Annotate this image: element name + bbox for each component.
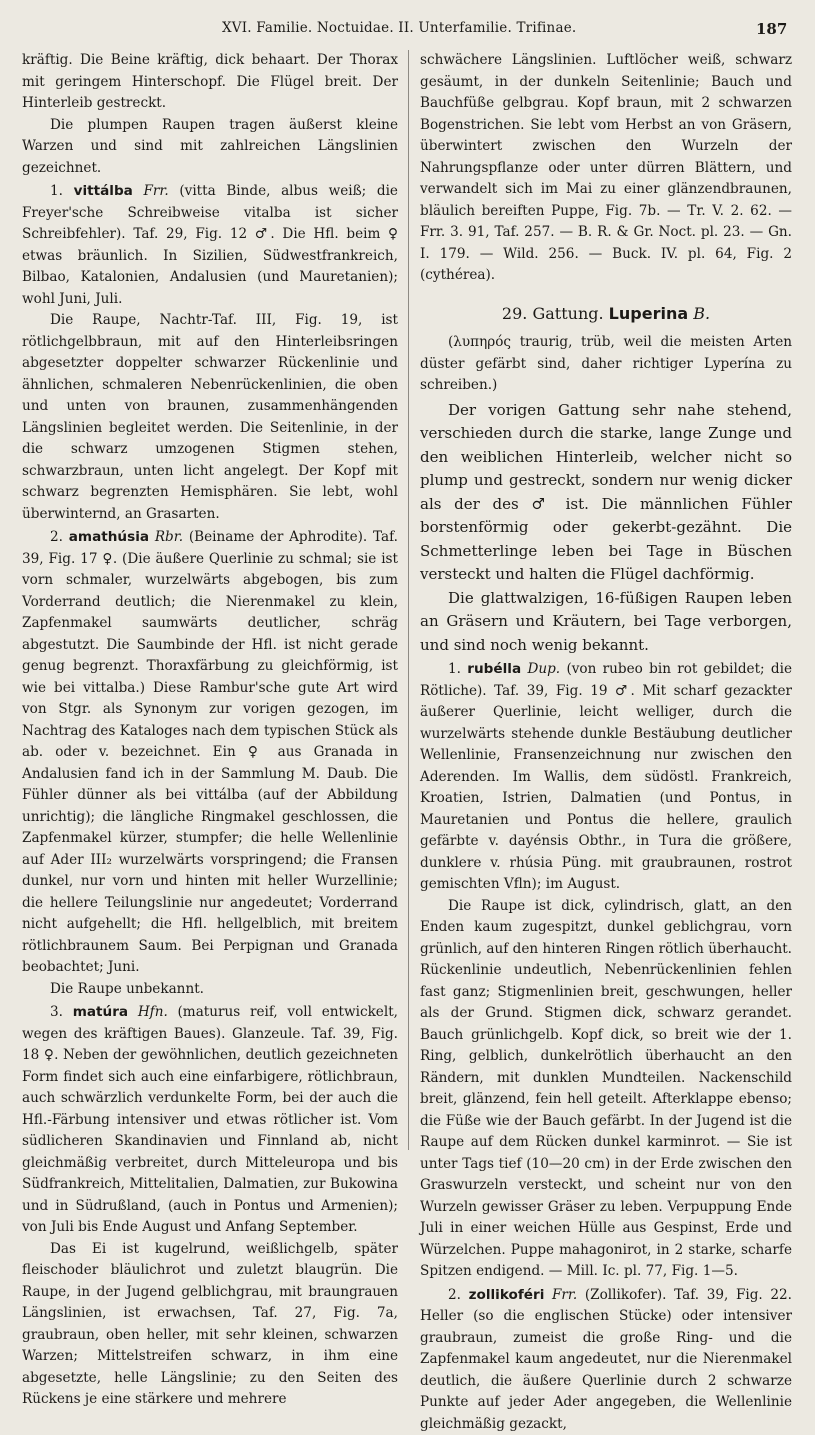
genus-number: 29. Gattung. bbox=[502, 304, 604, 323]
species-entry bbox=[420, 1285, 792, 1435]
species-name: matúra bbox=[73, 1004, 128, 1020]
species-author: Rbr. bbox=[155, 529, 183, 545]
species-author: Frr. bbox=[143, 183, 168, 199]
paragraph: Das Ei ist kugelrund, weißlichgelb, später fleischoder bläulichrot und zuletzt blaugrün. Die Raupe, in der Jugend gelblichgrau, mit braungrauen Längslinien, ist erwachsen, Taf. 27, Fig. 7a, graubraun, oben heller, mit sehr kleinen, schwarzen Warzen; Mittelstreifen schwarz, in ihm eine abgesetzte, helle Längslinie; zu den Seiten des Rückens je eine stärkere und mehrere bbox=[22, 1239, 398, 1411]
paragraph: Die Raupe ist dick, cylindrisch, glatt, an den Enden kaum zugespitzt, dunkel geblichgrau, vorn grünlich, auf den hinteren Ringen rötlich überhaucht. Rückenlinie undeutlich, Nebenrückenlinien fehlen fast ganz; Stigmenlinien breit, geschwungen, heller als der Grund. Stigmen dick, schwarz gerandet. Bauch grünlichgelb. Kopf dick, so breit wie der 1. Ring, gelblich, dunkelrötlich überhaucht an den Rändern, mit dunklen Mundteilen. Nackenschild breit, glänzend, fein hell geteilt. Afterklappe ebenso; die Füße wie der Bauch gefärbt. In der Jugend ist die Raupe auf dem Rücken dunkel karminrot. — Sie ist unter Tags tief (10—20 cm) in der Erde zwischen den Graswurzeln versteckt, und scheint nur von den Wurzeln gewisser Gräser zu leben. Verpuppung Ende Juli in einer weichen Hülle aus Gespinst, Erde und Würzelchen. Puppe mahagonirot, in 2 starke, scharfe Spitzen endigend. — Mill. Ic. pl. 77, Fig. 1—5. bbox=[420, 896, 792, 1283]
page-number: 187 bbox=[756, 20, 787, 38]
genus-name: Luperina bbox=[609, 304, 688, 323]
genus-author: B. bbox=[693, 304, 710, 323]
species-text: (vitta Binde, albus weiß; die Freyer'sche Schreibweise vitalba ist sicher Schreibfehler). Taf. 29, Fig. 12 ♂. Die Hfl. beim ♀ etwas bräunlich. In Sizilien, Südwestfrankreich, Bilbao, Katalonien, Andalusien (und Mauretanien); wohl Juni, Juli. bbox=[22, 183, 398, 307]
species-entry bbox=[22, 1002, 398, 1239]
left-column bbox=[22, 50, 398, 1190]
species-text: (von rubeo bin rot gebildet; die Rötliche). Taf. 39, Fig. 19 ♂. Mit scharf gezackter äußerer Querlinie, leicht welliger, durch die wurzelwärts stehende dunkle Bestäubung deutlicher Wellenlinie, Fransenzeichnung nur zwischen den Aderenden. Im Wallis, dem südöstl. Frankreich, Kroatien, Istrien, Dalmatien (und Pontus, in Mauretanien und Pontus die hellere, graulich gefärbte v. dayénsis Obthr., in Tura die größere, dunklere v. rhúsia Püng. mit graubraunen, rostrot gemischten Vfln); im August. bbox=[420, 661, 792, 892]
species-number: 3. bbox=[50, 1004, 63, 1020]
right-column bbox=[420, 50, 792, 1190]
genus-etymology: (λυπηρός traurig, trüb, weil die meisten Arten düster gefärbt sind, daher richtiger Lyperína zu schreiben.) bbox=[420, 332, 792, 397]
species-text: (maturus reif, voll entwickelt, wegen des kräftigen Baues). Glanzeule. Taf. 39, Fig. 18 ♀. Neben der gewöhnlichen, deutlich gezeichneten Form findet sich auch eine einfarbigere, rötlichbraun, auch schwärzlich verdunkelte Form, bei der auch die Hfl.-Färbung intensiver und etwas rötlicher ist. Vom südlicheren Skandinavien und Finnland ab, nicht gleichmäßig verbreitet, durch Mitteleuropa und bis Südfrankreich, Mittelitalien, Dalmatien, zur Bukowina und in Südrußland, (auch in Pontus und Armenien); von Juli bis Ende August und Anfang September. bbox=[22, 1004, 398, 1235]
species-name: vittálba bbox=[74, 183, 133, 199]
species-text: (Zollikofer). Taf. 39, Fig. 22. Heller (so die englischen Stücke) oder intensiver graubraun, zumeist die große Ring- und die Zapfenmakel kaum angedeutet, nur die Nierenmakel deutlich, die äußere Querlinie durch 2 schwarze Punkte auf jeder Ader angegeben, die Wellenlinie gleichmäßig gezackt, bbox=[420, 1287, 792, 1432]
species-entry bbox=[22, 181, 398, 310]
column-divider bbox=[408, 50, 409, 1150]
species-name: rubélla bbox=[467, 661, 521, 677]
running-header bbox=[0, 12, 815, 48]
species-number: 2. bbox=[448, 1287, 461, 1303]
paragraph: Die Raupe unbekannt. bbox=[22, 979, 398, 1001]
species-author: Hfn. bbox=[138, 1004, 168, 1020]
header-title: XVI. Familie. Noctuidae. II. Unterfamilie. Trifinae. bbox=[222, 20, 576, 36]
genus-larva-description: Die glattwalzigen, 16-füßigen Raupen leben an Gräsern und Kräutern, bei Tage verborgen, und sind noch wenig bekannt. bbox=[420, 587, 792, 658]
paragraph: Die plumpen Raupen tragen äußerst kleine Warzen und sind mit zahlreichen Längslinien gezeichnet. bbox=[22, 115, 398, 180]
species-author: Frr. bbox=[552, 1287, 577, 1303]
species-number: 1. bbox=[448, 661, 461, 677]
species-number: 2. bbox=[50, 529, 63, 545]
species-name: zollikoféri bbox=[469, 1287, 545, 1303]
species-entry bbox=[420, 659, 792, 896]
paragraph: schwächere Längslinien. Luftlöcher weiß, schwarz gesäumt, in der dunkeln Seitenlinie; Bauch und Bauchfüße gelbgrau. Kopf braun, mit 2 schwarzen Bogenstrichen. Sie lebt vom Herbst an von Gräsern, überwintert zwischen den Wurzeln der Nahrungspflanze oder unter dürren Blättern, und verwandelt sich im Mai zu einer glänzendbraunen, bläulich bereiften Puppe, Fig. 7b. — Tr. V. 2. 62. — Frr. 3. 91, Taf. 257. — B. R. & Gr. Noct. pl. 23. — Gn. I. 179. — Wild. 256. — Buck. IV. pl. 64, Fig. 2 (cythérea). bbox=[420, 50, 792, 287]
paragraph: kräftig. Die Beine kräftig, dick behaart. Der Thorax mit geringem Hinterschopf. Die Flügel breit. Der Hinterleib gestreckt. bbox=[22, 50, 398, 115]
species-name: amathúsia bbox=[69, 529, 149, 545]
species-text: (Beiname der Aphrodite). Taf. 39, Fig. 17 ♀. (Die äußere Querlinie zu schmal; sie ist vorn schmaler, wurzelwärts abgebogen, bis zum Vorderrand deutlich; die Nierenmakel zu klein, Zapfenmakel saumwärts deutlicher, schräg abgestutzt. Die Saumbinde der Hfl. ist nicht gerade genug begrenzt. Thoraxfärbung zu gleichförmig, ist wie bei vittalba.) Diese Rambur'sche gute Art wird von Stgr. als Synonym zur vorigen gezogen, im Nachtrag des Kataloges nach dem typischen Stück als ab. oder v. bezeichnet. Ein ♀ aus Granada in Andalusien fand ich in der Sammlung M. Daub. Die Fühler dünner als bei vittálba (auf der Abbildung unrichtig); die längliche Ringmakel geschlossen, die Zapfenmakel kürzer, stumpfer; die helle Wellenlinie auf Ader III₂ wurzelwärts vorspringend; die Fransen dunkel, nur vorn und hinten mit heller Wurzellinie; die hellere Teilungslinie nur angedeutet; Vorderrand nicht aufgehellt; die Hfl. hellgelblich, mit breitem rötlichbraunem Saum. Bei Perpignan und Granada beobachtet; Juni. bbox=[22, 529, 398, 975]
paragraph: Die Raupe, Nachtr-Taf. III, Fig. 19, ist rötlichgelbbraun, mit auf den Hinterleibsringen abgesetzter doppelter schwarzer Rückenlinie und ähnlichen, schmaleren Nebenrückenlinien, die oben und unten von braunen, zusammenhängenden Längslinien begleitet werden. Die Seitenlinie, in der die schwarz umzogenen Stigmen stehen, schwarzbraun, unten licht angelegt. Der Kopf mit schwarz begrenzten Hemisphären. Sie lebt, wohl überwinternd, an Grasarten. bbox=[22, 310, 398, 525]
species-author: Dup. bbox=[527, 661, 560, 677]
species-number: 1. bbox=[50, 183, 63, 199]
species-entry bbox=[22, 527, 398, 979]
genus-heading bbox=[420, 303, 792, 325]
genus-description: Der vorigen Gattung sehr nahe stehend, verschieden durch die starke, lange Zunge und den weiblichen Hinterleib, welcher nicht so plump und gestreckt, sondern nur wenig dicker als der des ♂ ist. Die männlichen Fühler borstenförmig oder gekerbt-gezähnt. Die Schmetterlinge leben bei Tage in Büschen versteckt und halten die Flügel dachförmig. bbox=[420, 399, 792, 587]
